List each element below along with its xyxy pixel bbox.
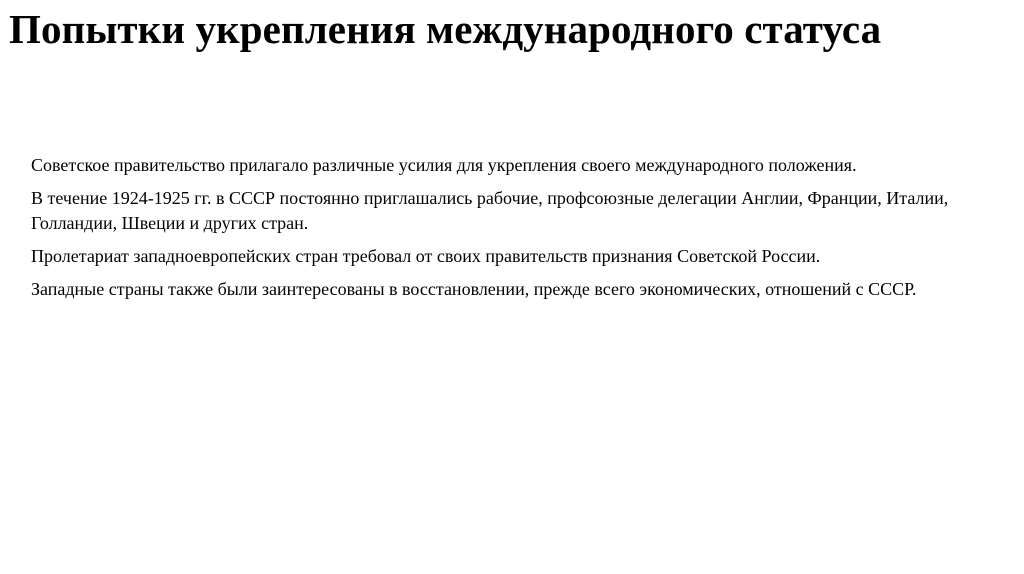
slide-title: Попытки укрепления международного статуса — [9, 6, 882, 52]
paragraph-western-interest: Западные страны также были заинтересованы в восстановлении, прежде всего экономических, отношений с СССР. — [31, 279, 917, 299]
paragraph-soviet-efforts: Советское правительство прилагало различные усилия для укрепления своего международного положения. — [31, 155, 857, 175]
slide-body — [31, 153, 991, 310]
paragraph-proletariat: Пролетариат западноевропейских стран требовал от своих правительств признания Советской России. — [31, 246, 821, 266]
paragraph-delegations: В течение 1924-1925 гг. в СССР постоянно приглашались рабочие, профсоюзные делегации Англии, Франции, Италии, Голландии, Швеции и других стран. — [31, 188, 949, 233]
